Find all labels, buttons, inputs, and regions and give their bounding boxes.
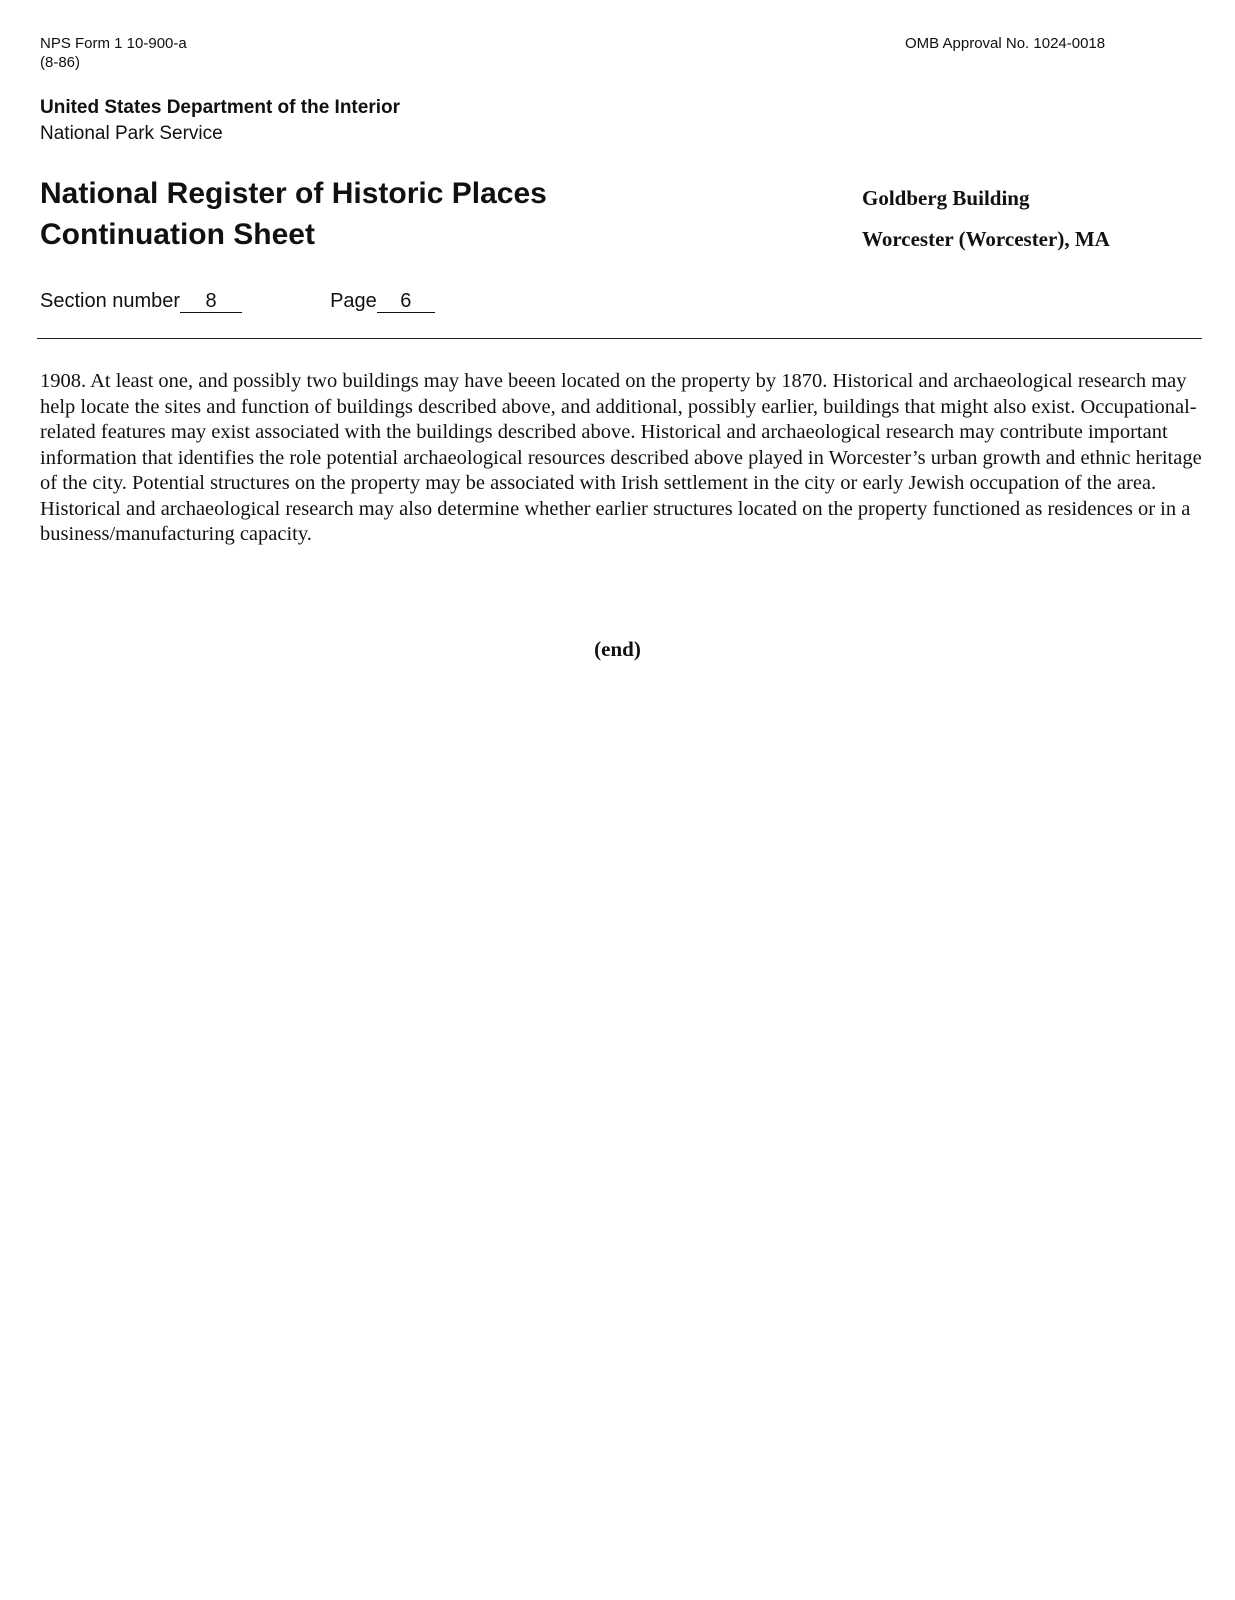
- department-name: United States Department of the Interior: [40, 97, 400, 118]
- page-title: [40, 173, 547, 255]
- form-number-block: [40, 34, 187, 72]
- section-page-line: [40, 288, 435, 314]
- omb-approval: OMB Approval No. 1024-0018: [905, 35, 1106, 52]
- title-line-1: National Register of Historic Places: [40, 177, 547, 210]
- page-label: Page: [330, 290, 377, 312]
- property-name: Goldberg Building: [862, 186, 1030, 210]
- page-number-value: 6: [377, 290, 435, 313]
- section-number-value: 8: [180, 290, 242, 313]
- end-marker: (end): [594, 637, 641, 661]
- form-date: (8-86): [40, 54, 81, 71]
- property-location: Worcester (Worcester), MA: [862, 227, 1110, 251]
- section-number-label: Section number: [40, 290, 181, 312]
- title-line-2: Continuation Sheet: [40, 218, 315, 251]
- header-divider: [37, 338, 1202, 339]
- agency-name: National Park Service: [40, 123, 223, 144]
- body-paragraph: 1908. At least one, and possibly two buildings may have beeen located on the property by 1870. Historical and archaeological research may help locate the sites and function of buildings described above, and additional, possibly earlier, buildings that might also exist. Occupational-related features may exist associated with the buildings described above. Historical and archaeological research may contribute important information that identifies the role potential archaeological resources described above played in Worcester’s urban growth and ethnic heritage of the city. Potential structures on the property may be associated with Irish settlement in the city or early Jewish occupation of the area. Historical and archaeological research may also determine whether earlier structures located on the property functioned as residences or in a business/manufacturing capacity.: [40, 370, 1202, 545]
- form-number: NPS Form 1 10-900-a: [40, 35, 187, 52]
